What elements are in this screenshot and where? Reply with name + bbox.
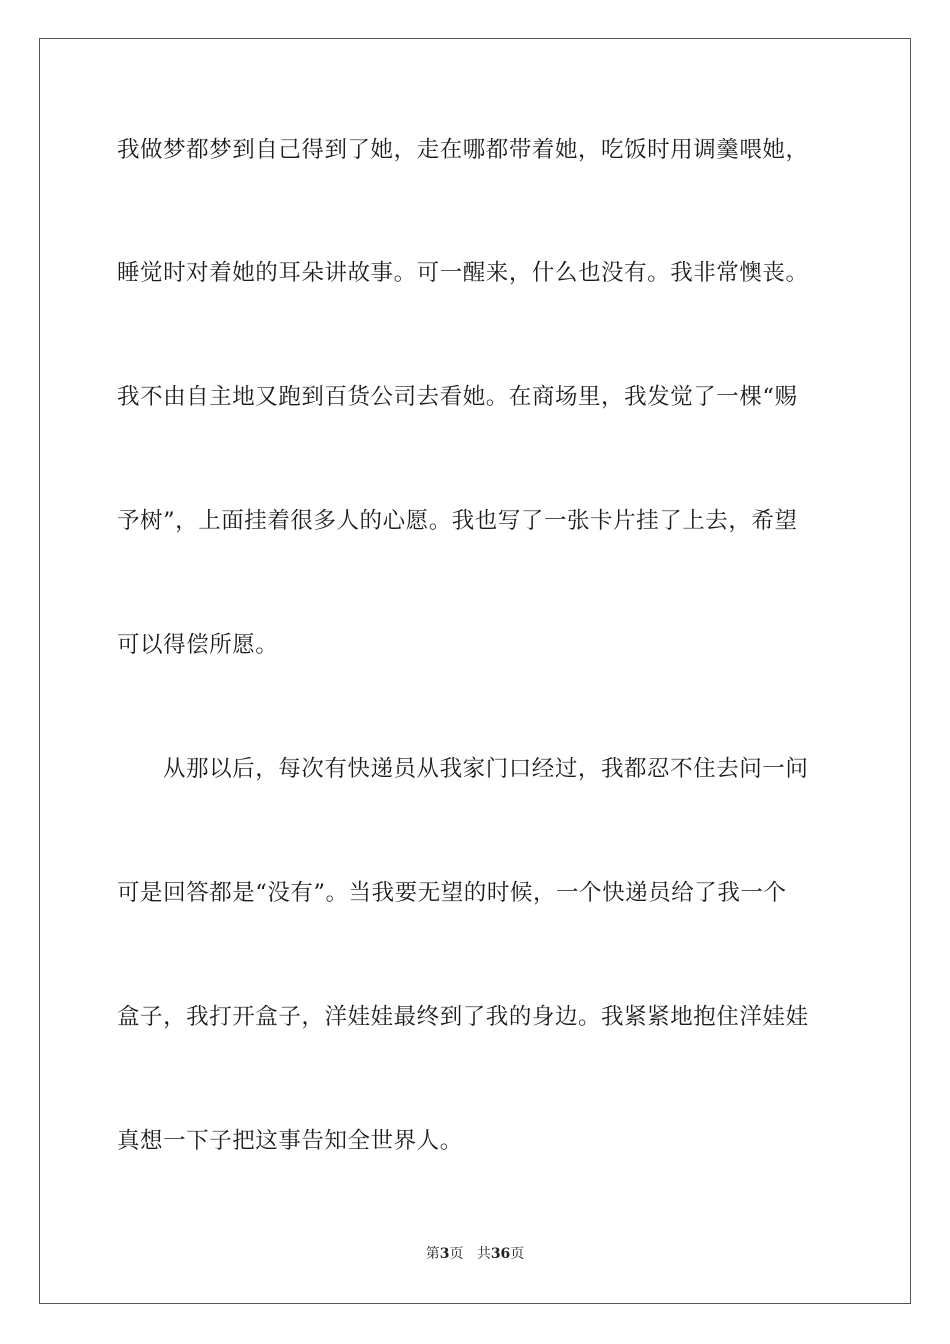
paragraph-line-4: 予树”，上面挂着很多人的心愿。我也写了一张卡片挂了上去，希望 xyxy=(117,508,798,534)
paragraph-line-2: 睡觉时对着她的耳朵讲故事。可一醒来，什么也没有。我非常懊丧。 xyxy=(117,260,809,286)
page-border xyxy=(39,38,911,1304)
paragraph-line-1: 我做梦都梦到自己得到了她，走在哪都带着她，吃饭时用调羹喂她， xyxy=(117,137,809,163)
total-suffix: 页 xyxy=(510,1246,525,1262)
page-footer xyxy=(0,1243,950,1263)
paragraph-line-6: 从那以后，每次有快递员从我家门口经过，我都忍不住去问一问 xyxy=(163,756,809,782)
page-number: 3 xyxy=(439,1246,450,1262)
paragraph-line-3: 我不由自主地又跑到百货公司去看她。在商场里，我发觉了一棵“赐 xyxy=(117,384,798,410)
page-suffix: 页 xyxy=(449,1246,464,1262)
paragraph-line-9: 真想一下子把这事告知全世界人。 xyxy=(117,1128,463,1154)
total-pages: 36 xyxy=(490,1246,511,1262)
total-prefix: 共 xyxy=(476,1246,491,1262)
paragraph-line-5: 可以得偿所愿。 xyxy=(117,632,279,658)
page-prefix: 第 xyxy=(425,1246,440,1262)
paragraph-line-8: 盒子，我打开盒子，洋娃娃最终到了我的身边。我紧紧地抱住洋娃娃 xyxy=(117,1004,809,1030)
paragraph-line-7: 可是回答都是“没有”。当我要无望的时候，一个快递员给了我一个 xyxy=(117,880,787,906)
